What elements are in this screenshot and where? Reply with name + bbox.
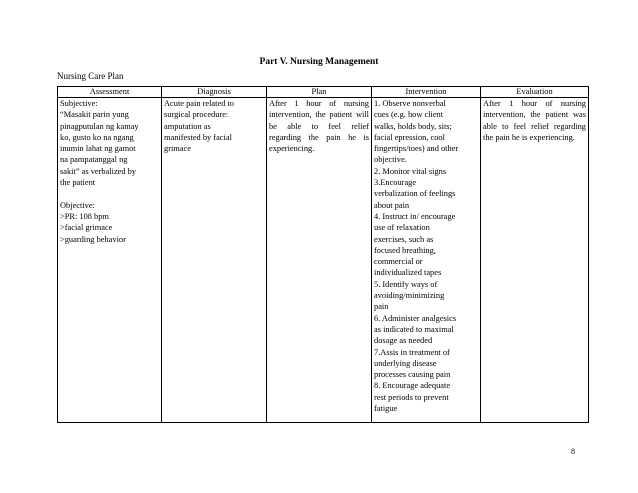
- evaluation-cell: [481, 98, 589, 423]
- table-row: [58, 98, 589, 423]
- column-header-assessment: Assessment: [58, 87, 162, 98]
- table-header-row: [58, 87, 589, 98]
- intervention-cell: [372, 98, 481, 423]
- diagnosis-cell: [162, 98, 267, 423]
- page-title: Part V. Nursing Management: [259, 57, 379, 67]
- column-header-plan: Plan: [267, 87, 372, 98]
- nursing-care-plan-table: [57, 86, 589, 423]
- plan-text: After 1 hour of nursing intervention, the patient will be able to feel relief regarding the pain he is experiencing.: [269, 99, 369, 154]
- page-number: 8: [571, 447, 575, 456]
- care-plan-subheading: Nursing Care Plan: [57, 71, 124, 81]
- plan-cell: [267, 98, 372, 423]
- assessment-text: Subjective: “Masakit parin yung pinagputulan ng kamay ko, gusto ko na ngang inumin lahat ng gamot na pampatanggal ng sakit” as verbalized by the patient Objective: >PR: 108 bpm >facial grimace >guarding behavior: [60, 99, 139, 244]
- diagnosis-text: Acute pain related to surgical procedure: amputation as manifested by facial grimace: [164, 99, 234, 154]
- column-header-diagnosis: Diagnosis: [162, 87, 267, 98]
- column-header-evaluation: Evaluation: [481, 87, 589, 98]
- assessment-cell: [58, 98, 162, 423]
- intervention-text: 1. Observe nonverbal cues (e.g. how client walks, holds body, sits; facial epression, cool fingertips/toes) and other objective. 2. Monitor vital signs 3.Encourage verbalization of feelings about pain 4. Instruct in/ encourage use of relaxation exercises, such as focused breathing, commercial or individualized tapes 5. Identify ways of avoiding/minimizing pain 6. Administer analgesics as indicated to maximal dosage as needed 7.Assis in treatment of underlying disease processes causing pain 8. Encourage adequate rest periods to prevent fatigue: [374, 99, 459, 414]
- column-header-intervention: Intervention: [372, 87, 481, 98]
- evaluation-text: After 1 hour of nursing intervention, the patient was able to feel relief regarding the pain he is experiencing.: [483, 99, 586, 142]
